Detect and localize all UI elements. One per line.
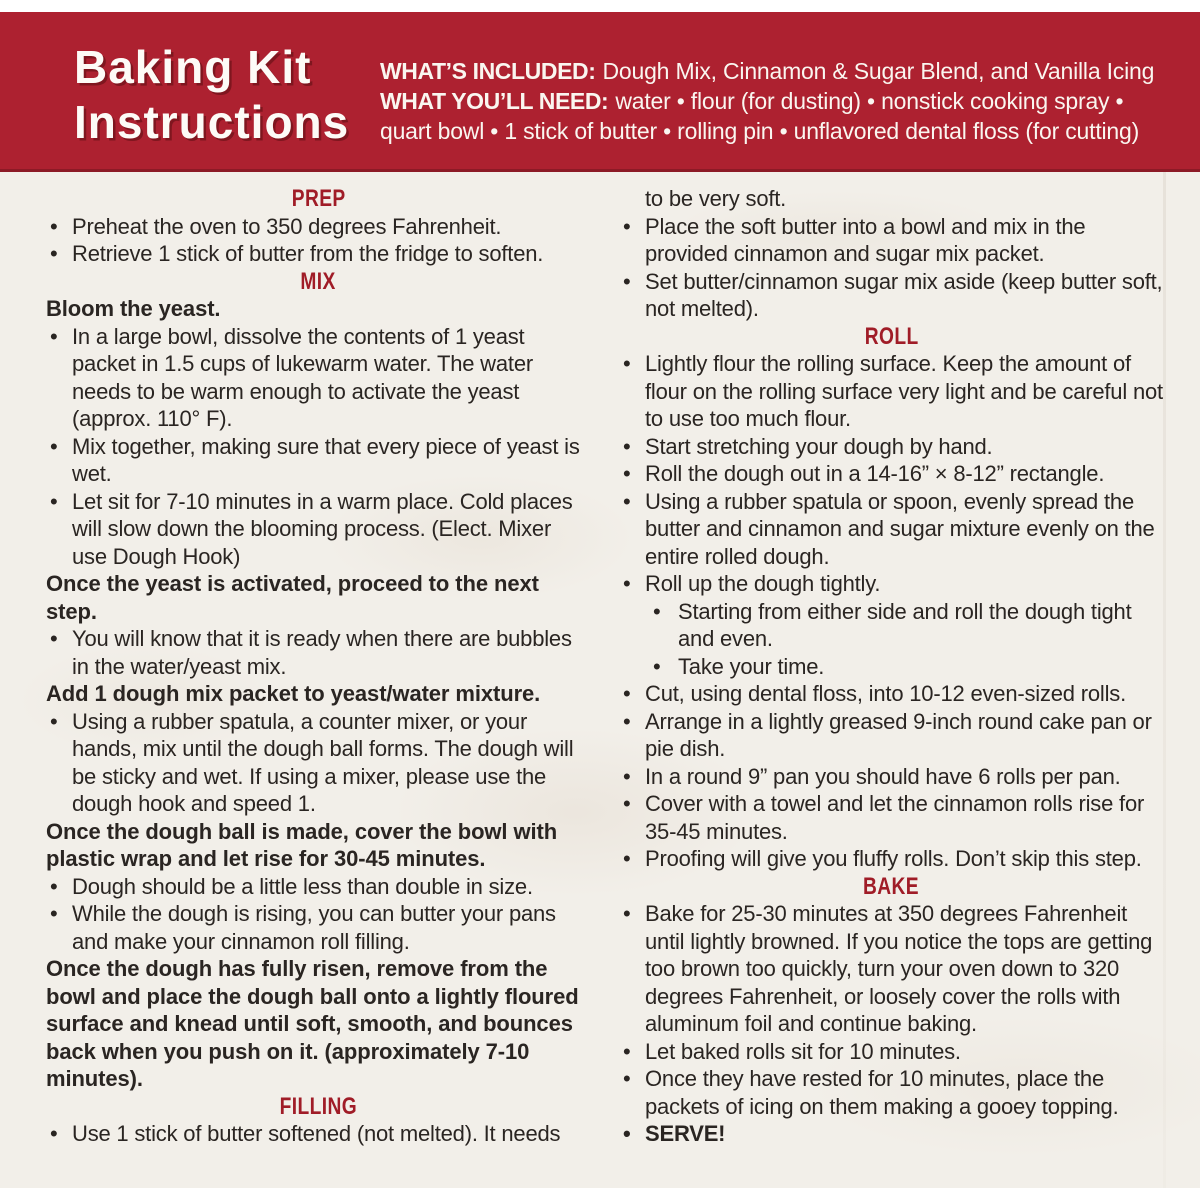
page-title-line-2: Instructions (74, 96, 350, 148)
instruction-bullet: • Arrange in a lightly greased 9-inch round cake pan or pie dish. (619, 708, 1164, 763)
instruction-bullet: • You will know that it is ready when there are bubbles in the water/yeast mix. (46, 625, 591, 680)
instruction-bullet: • Using a rubber spatula, a counter mixer, or your hands, mix until the dough ball forms. The dough will be sticky and wet. If using a mixer, please use the dough hook and speed 1. (46, 708, 591, 818)
instruction-sub-bullet: • Starting from either side and roll the dough tight and even. (619, 598, 1164, 653)
instruction-bullet: • Retrieve 1 stick of butter from the fridge to soften. (46, 240, 591, 268)
instruction-bullet: • Use 1 stick of butter softened (not melted). It needs (46, 1120, 591, 1148)
section-heading-prep (46, 185, 591, 213)
section-heading-text: MIX (300, 267, 337, 295)
page-title-line-1: Baking Kit (74, 41, 312, 93)
instruction-bullet: • Let baked rolls sit for 10 minutes. (619, 1038, 1164, 1066)
left-column (46, 185, 591, 1148)
instruction-bullet: • Bake for 25-30 minutes at 350 degrees Fahrenheit until lightly browned. If you notice the tops are getting too brown too quickly, turn your oven down to 320 degrees Fahrenheit, or loosely cover the rolls with aluminum foil and continue baking. (619, 900, 1164, 1038)
what-youll-need-line (380, 86, 1166, 146)
instruction-bullet: • Using a rubber spatula or spoon, evenly spread the butter and cinnamon and sugar mixture evenly on the entire rolled dough. (619, 488, 1164, 571)
what-youll-need-label: WHAT YOU’LL NEED: (380, 88, 609, 114)
instruction-bullet: • Roll the dough out in a 14-16” × 8-12” rectangle. (619, 460, 1164, 488)
instruction-bold: Bloom the yeast. (46, 296, 221, 321)
instruction-sub-bullet: • Take your time. (619, 653, 1164, 681)
instruction-bullet: • Start stretching your dough by hand. (619, 433, 1164, 461)
instruction-bullet: • Let sit for 7-10 minutes in a warm place. Cold places will slow down the blooming process. (Elect. Mixer use Dough Hook) (46, 488, 591, 571)
right-column (619, 185, 1164, 1148)
section-heading-mix (46, 268, 591, 296)
page-title (74, 40, 349, 150)
instruction-bullet: • While the dough is rising, you can butter your pans and make your cinnamon roll filling. (46, 900, 591, 955)
what-youll-need-text: water • flour (for dusting) • nonstick cooking spray • quart bowl • 1 stick of butter • rolling pin • unflavored dental floss (for cutting) (380, 88, 1140, 144)
instructions-sheet (0, 172, 1200, 1188)
section-heading-roll (619, 323, 1164, 351)
section-heading-text: FILLING (279, 1092, 358, 1120)
section-heading-filling (46, 1093, 591, 1121)
whats-included-line (380, 56, 1166, 86)
instruction-bullet-serve: • SERVE! (619, 1120, 1164, 1148)
section-heading-text: ROLL (864, 322, 919, 350)
section-heading-text: PREP (291, 185, 346, 212)
section-heading-bake (619, 873, 1164, 901)
header-banner (0, 12, 1200, 172)
instruction-bullet: • Roll up the dough tightly. (619, 570, 1164, 598)
instruction-bullet: • Once they have rested for 10 minutes, place the packets of icing on them making a gooey topping. (619, 1065, 1164, 1120)
instruction-bullet: • In a round 9” pan you should have 6 rolls per pan. (619, 763, 1164, 791)
header-info (380, 56, 1166, 146)
instruction-bullet: • In a large bowl, dissolve the contents of 1 yeast packet in 1.5 cups of lukewarm water. The water needs to be warm enough to activate the yeast (approx. 110° F). (46, 323, 591, 433)
instruction-bullet: • Proofing will give you fluffy rolls. Don’t skip this step. (619, 845, 1164, 873)
instruction-bullet: • Cut, using dental floss, into 10-12 even-sized rolls. (619, 680, 1164, 708)
whats-included-text: Dough Mix, Cinnamon & Sugar Blend, and Vanilla Icing (602, 58, 1155, 84)
instruction-bullet: • Dough should be a little less than double in size. (46, 873, 591, 901)
whats-included-label: WHAT’S INCLUDED: (380, 58, 596, 84)
columns-wrapper (0, 172, 1200, 1148)
instruction-bold: Add 1 dough mix packet to yeast/water mixture. (46, 681, 541, 706)
instruction-bullet: • Cover with a towel and let the cinnamon rolls rise for 35-45 minutes. (619, 790, 1164, 845)
instruction-bullet: • Mix together, making sure that every piece of yeast is wet. (46, 433, 591, 488)
instruction-bold: Once the yeast is activated, proceed to the next step. (46, 571, 539, 624)
instruction-bullet: • Lightly flour the rolling surface. Keep the amount of flour on the rolling surface very light and be careful not to use too much flour. (619, 350, 1164, 433)
instruction-bullet: • Set butter/cinnamon sugar mix aside (keep butter soft, not melted). (619, 268, 1164, 323)
instruction-bold: Once the dough ball is made, cover the bowl with plastic wrap and let rise for 30-45 minutes. (46, 818, 558, 871)
instruction-bullet: • Place the soft butter into a bowl and mix in the provided cinnamon and sugar mix packet. (619, 213, 1164, 268)
section-heading-text: BAKE (863, 872, 920, 900)
instruction-bold: Once the dough has fully risen, remove from the bowl and place the dough ball onto a lightly floured surface and knead until soft, smooth, and bounces back when you push on it. (approximately 7-10 minutes). (46, 956, 579, 1091)
instruction-continuation: to be very soft. (645, 186, 787, 211)
instruction-bullet: • Preheat the oven to 350 degrees Fahrenheit. (46, 213, 591, 241)
